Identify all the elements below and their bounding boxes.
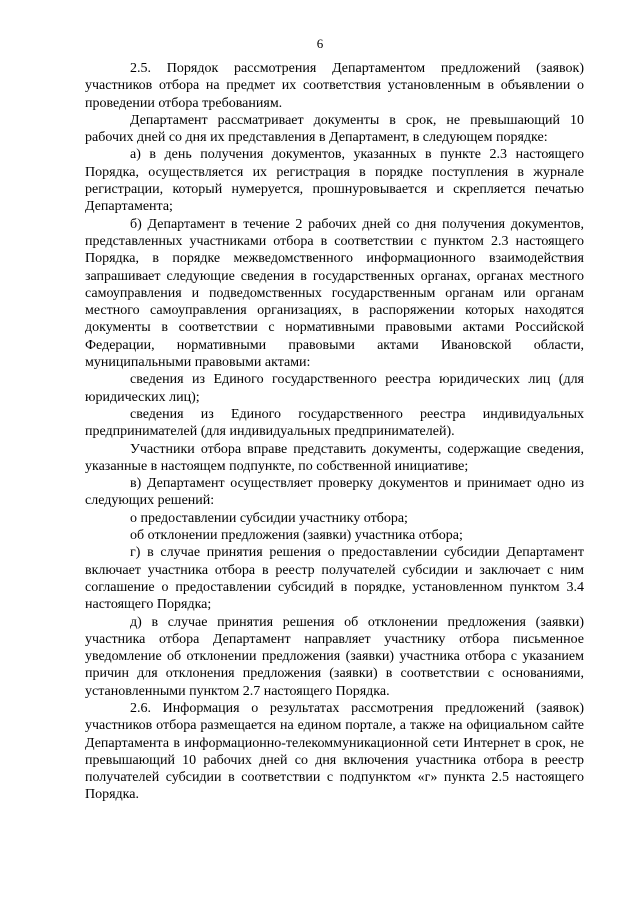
document-body — [85, 60, 584, 804]
paragraph-item-d: д) в случае принятия решения об отклонении предложения (заявки) участника отбора Департамент направляет участнику отбора письменное уведомление об отклонении предложения (заявки) участника отбора с указанием причин для отклонения предложения (заявки) в соответствии с основаниями, установленными пунктом 2.7 настоящего Порядка. — [85, 614, 584, 699]
paragraph-decision-grant: о предоставлении субсидии участнику отбора; — [130, 510, 408, 526]
paragraph-item-b: б) Департамент в течение 2 рабочих дней со дня получения документов, представленных участниками отбора в соответствии с пунктом 2.3 настоящего Порядка, в порядке межведомственного информационного взаимодействия запрашивает следующие сведения в государственных органах, органах местного самоуправления и подведомственных государственным органам или органам местного самоуправления организациях, в распоряжении которых находятся документы в соответствии с нормативными правовыми актами Российской Федерации, нормативными правовыми актами Ивановской области, муниципальными правовыми актами: — [85, 216, 584, 371]
paragraph-2-6: 2.6. Информация о результатах рассмотрения предложений (заявок) участников отбора размещается на едином портале, а также на официальном сайте Департамента в информационно-телекоммуникационной сети Интернет в срок, не превышающий 10 рабочих дней со дня включения участника отбора в реестр получателей субсидии в соответствии с подпунктом «г» пункта 2.5 настоящего Порядка. — [85, 700, 584, 803]
paragraph-legal-entities: сведения из Единого государственного реестра юридических лиц (для юридических лиц); — [85, 372, 584, 405]
paragraph-2-5: 2.5. Порядок рассмотрения Департаментом предложений (заявок) участников отбора на предмет их соответствия установленным в объявлении о проведении отбора требованиям. — [85, 61, 584, 111]
paragraph-decision-reject: об отклонении предложения (заявки) участника отбора; — [130, 528, 463, 544]
paragraph-entrepreneurs: сведения из Единого государственного реестра индивидуальных предпринимателей (для индивидуальных предпринимателей). — [85, 406, 584, 440]
page-number: 6 — [316, 36, 324, 51]
paragraph-item-g: г) в случае принятия решения о предоставлении субсидии Департамент включает участника отбора в реестр получателей субсидии и заключает с ним соглашение о предоставлении субсидий в порядке, установленном пунктом 3.4 настоящего Порядка; — [85, 545, 584, 613]
paragraph-item-a: а) в день получения документов, указанных в пункте 2.3 настоящего Порядка, осуществляется их регистрация в порядке поступления в журнале регистрации, который нумеруется, прошнуровывается и скрепляется печатью Департамента; — [85, 147, 584, 215]
paragraph-review-term: Департамент рассматривает документы в срок, не превышающий 10 рабочих дней со дня их представления в Департамент, в следующем порядке: — [85, 112, 584, 146]
paragraph-item-v: в) Департамент осуществляет проверку документов и принимает одно из следующих решений: — [85, 476, 584, 509]
paragraph-own-initiative: Участники отбора вправе представить документы, содержащие сведения, указанные в настоящем подпункте, по собственной инициативе; — [85, 441, 584, 474]
